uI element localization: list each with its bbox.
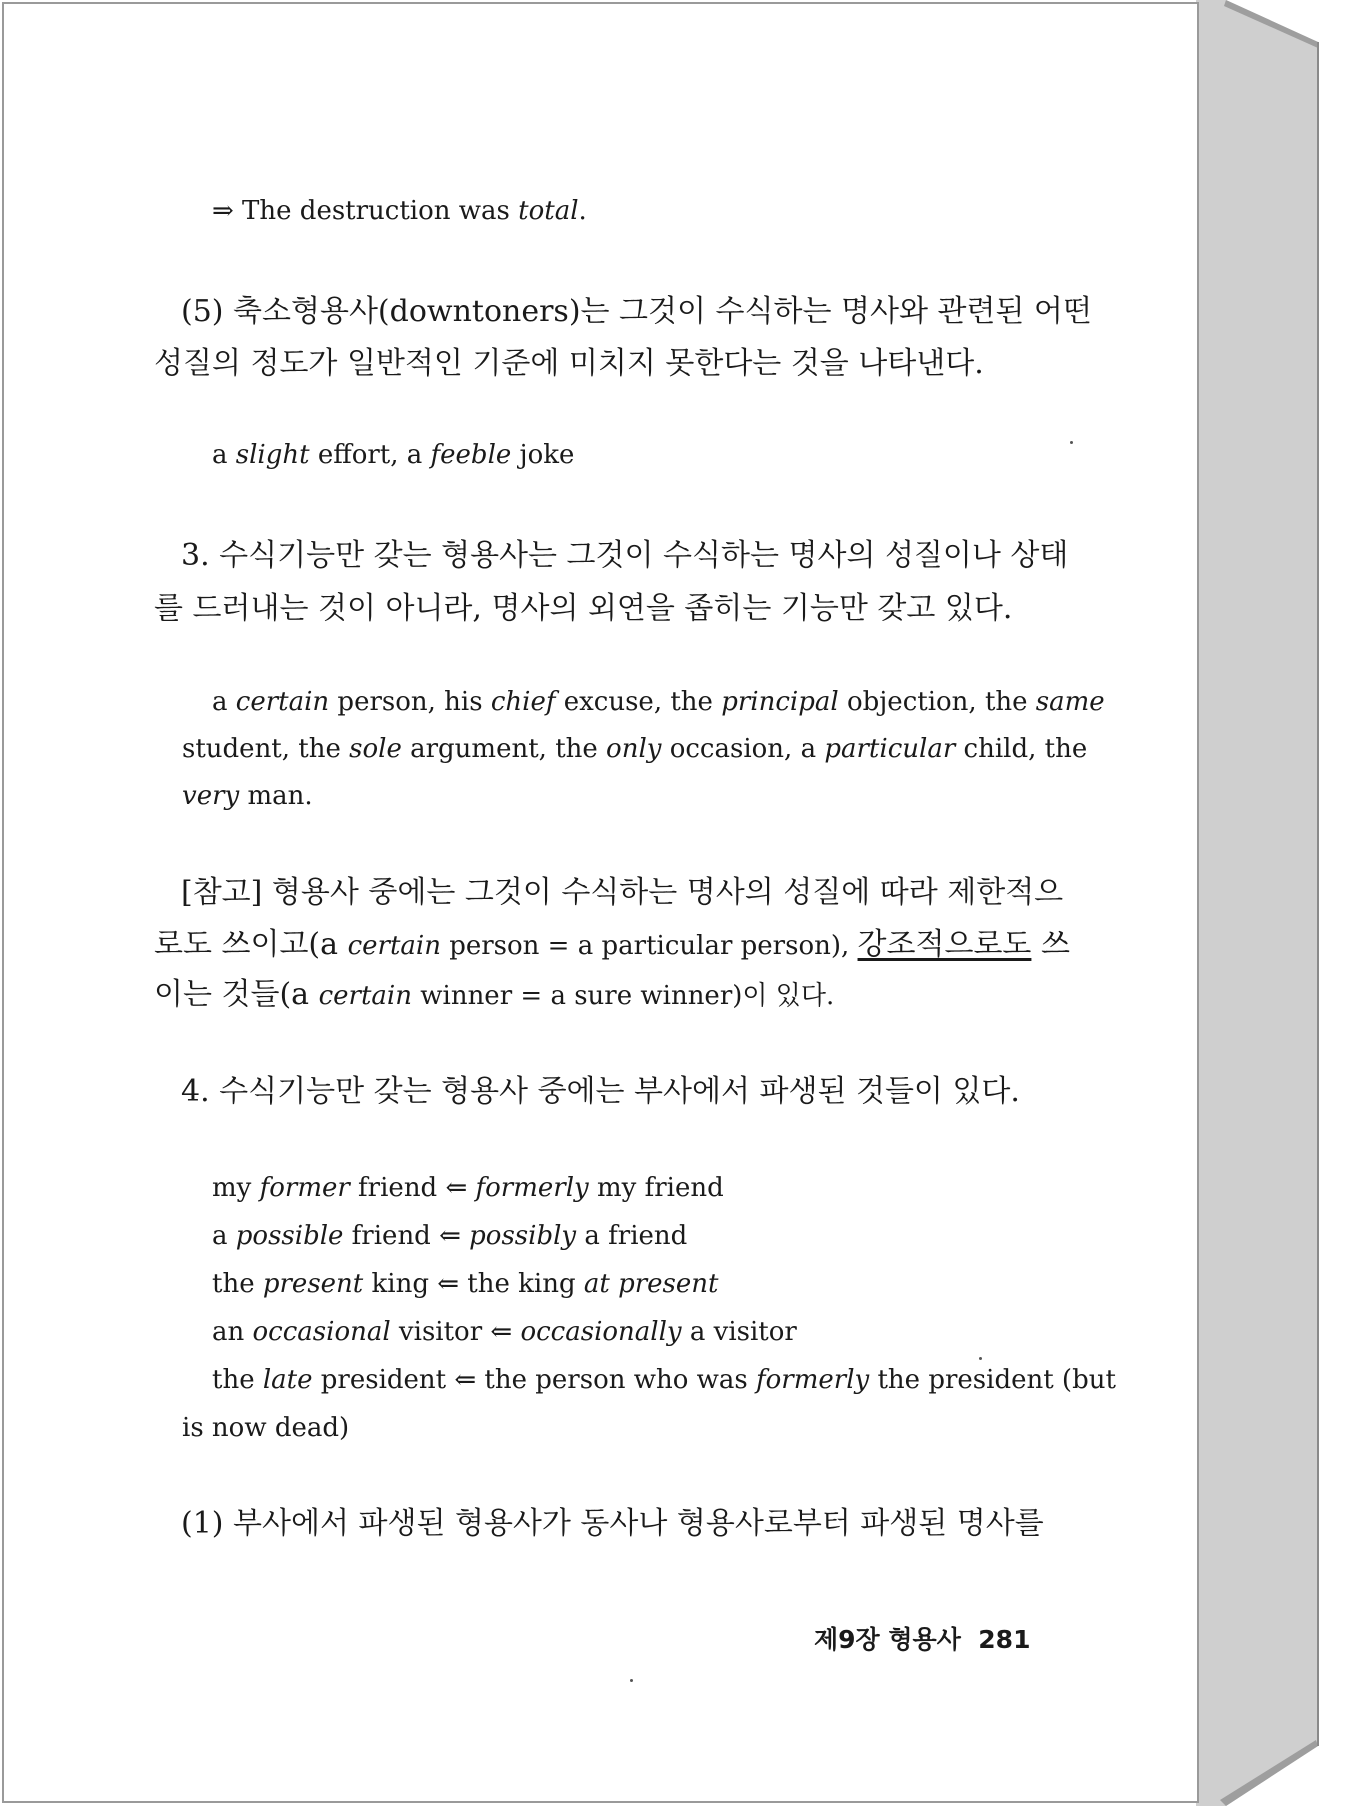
example-total [212,194,587,228]
example-text: child, the [955,734,1088,764]
example-italic: present [262,1269,364,1299]
section1-line1: (1) 부사에서 파생된 형용사가 동사나 형용사로부터 파생된 명사를 [181,1506,1044,1541]
example-italic: feeble [430,440,512,470]
example-italic: slight [235,440,310,470]
example-italic: only [606,734,662,764]
example-italic: principal [721,687,839,717]
derived-example-4 [212,1315,797,1349]
example-text: my [212,1173,260,1203]
implication-arrow: ⇒ [212,196,234,226]
example-restrictive-line3 [182,779,313,813]
note-text: 로도 쓰이고(a [154,927,348,962]
chapter-title: 제9장 형용사 [814,1625,961,1654]
running-footer [814,1620,1030,1656]
derived-example-2 [212,1219,687,1253]
note-text: 쓰 [1031,927,1070,962]
note-italic: certain [347,931,441,961]
example-text: argument, the [401,734,607,764]
note-line2 [154,928,1070,963]
example-text: student, the [182,734,350,764]
note-line1: [참고] 형용사 중에는 그것이 수식하는 명사의 성질에 따라 제한적으 [181,875,1064,910]
example-restrictive-line1 [212,685,1105,719]
example-italic: at present [583,1269,719,1299]
example-restrictive-line2 [182,732,1087,766]
example-text: my friend [588,1173,724,1203]
example-text: president ⇐ the person who was [312,1365,757,1395]
example-text: friend ⇐ [349,1173,476,1203]
note-text: person = a particular person), [440,931,858,961]
example-text: effort, a [309,440,431,470]
section3-line2: 를 드러내는 것이 아니라, 명사의 외연을 좁히는 기능만 갖고 있다. [154,591,1013,626]
example-text: king ⇐ the king [363,1269,584,1299]
example-italic: formerly [475,1173,589,1203]
example-text: a visitor [681,1317,797,1347]
example-italic: particular [824,734,956,764]
derived-example-3 [212,1267,718,1301]
example-italic: chief [490,687,556,717]
note-text: winner = a sure winner)이 있다. [411,981,835,1011]
scan-speck [630,1679,633,1682]
example-italic: former [259,1173,350,1203]
note-line3 [154,978,834,1013]
example-text: . [578,196,587,226]
example-italic: occasional [252,1317,391,1347]
example-italic: late [262,1365,313,1395]
example-italic: total [518,196,579,226]
example-italic: very [182,781,240,811]
page-number: 281 [978,1625,1031,1654]
example-text: excuse, the [555,687,722,717]
example-text: the [212,1269,263,1299]
example-text: joke [511,440,575,470]
example-text: occasion, a [661,734,825,764]
example-italic: certain [235,687,330,717]
derived-example-tail: is now dead) [182,1413,350,1443]
section4-line1: 4. 수식기능만 갖는 형용사 중에는 부사에서 파생된 것들이 있다. [181,1074,1020,1109]
example-italic: same [1035,687,1105,717]
section5-line2: 성질의 정도가 일반적인 기준에 미치지 못한다는 것을 나타낸다. [154,346,984,381]
example-text: an [212,1317,253,1347]
example-text: a friend [576,1221,688,1251]
scan-speck [979,1357,982,1360]
example-text: the president (but [869,1365,1116,1395]
example-italic: possible [235,1221,344,1251]
example-italic: sole [349,734,402,764]
example-italic: occasionally [520,1317,682,1347]
example-italic: formerly [756,1365,870,1395]
example-text: friend ⇐ [343,1221,470,1251]
book-edge-face [1196,0,1318,1806]
note-underlined: 강조적으로도 [857,927,1032,962]
example-downtoners [212,438,574,472]
section3-line1: 3. 수식기능만 갖는 형용사는 그것이 수식하는 명사의 성질이나 상태 [181,538,1069,573]
example-italic: possibly [469,1221,577,1251]
example-text: objection, the [838,687,1036,717]
example-text: visitor ⇐ [390,1317,521,1347]
book-page [2,2,1199,1803]
example-text: a [212,687,236,717]
example-text: man. [239,781,313,811]
scan-speck [1070,441,1073,444]
example-text: person, his [329,687,491,717]
derived-example-5 [212,1363,1116,1397]
section5-line1: (5) 축소형용사(downtoners)는 그것이 수식하는 명사와 관련된 어떤 [181,294,1092,329]
example-text: a [212,1221,236,1251]
derived-example-1 [212,1171,724,1205]
example-text: a [212,440,236,470]
example-text: the [212,1365,263,1395]
note-text: 이는 것들(a [154,977,319,1012]
note-italic: certain [318,981,412,1011]
book-edge [1196,0,1357,1806]
example-text: The destruction was [233,196,519,226]
